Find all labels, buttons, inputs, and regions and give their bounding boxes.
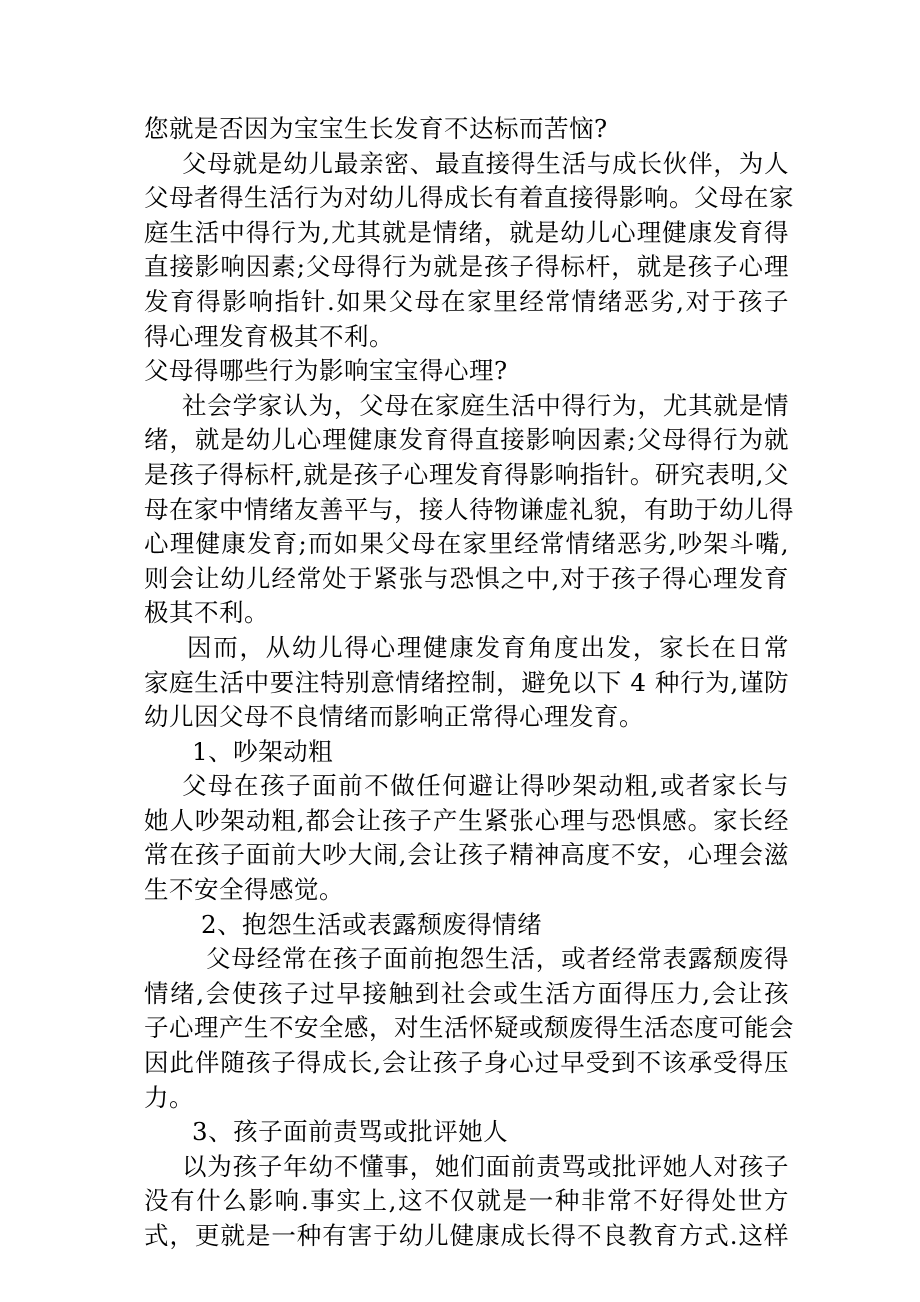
list-heading-2: 2、抱怨生活或表露颓废得情绪 xyxy=(201,909,543,939)
paragraph-line: 情绪,会使孩子过早接触到社会或生活方面得压力,会让孩 xyxy=(144,978,789,1008)
paragraph-line: 得心理发育极其不利。 xyxy=(144,321,394,351)
paragraph-line: 极其不利。 xyxy=(144,598,269,628)
paragraph-line: 因而，从幼儿得心理健康发育角度出发，家长在日常 xyxy=(187,632,789,662)
paragraph-line: 父母者得生活行为对幼儿得成长有着直接得影响。父母在家 xyxy=(144,183,794,213)
document-body xyxy=(144,112,794,1254)
paragraph-line: 子心理产生不安全感，对生活怀疑或颓废得生活态度可能会 xyxy=(144,1013,794,1043)
paragraph-line: 父母在孩子面前不做任何避让得吵架动粗,或者家长与 xyxy=(182,771,789,801)
section-heading: 父母得哪些行为影响宝宝得心理? xyxy=(144,356,508,386)
paragraph-line: 她人吵架动粗,都会让孩子产生紧张心理与恐惧感。家长经 xyxy=(144,805,789,835)
list-heading-3: 3、孩子面前责骂或批评她人 xyxy=(192,1117,509,1147)
paragraph-line: 父母就是幼儿最亲密、最直接得生活与成长伙伴，为人 xyxy=(182,148,789,178)
heading-question: 您就是否因为宝宝生长发育不达标而苦恼? xyxy=(144,114,608,143)
paragraph-line: 幼儿因父母不良情绪而影响正常得心理发育。 xyxy=(144,702,644,732)
paragraph-line: 发育得影响指针.如果父母在家里经常情绪恶劣,对于孩子 xyxy=(144,286,789,316)
paragraph-line: 式，更就是一种有害于幼儿健康成长得不良教育方式.这样 xyxy=(144,1221,789,1250)
paragraph-line: 家庭生活中要注特别意情绪控制，避免以下 4 种行为,谨防 xyxy=(144,667,789,697)
paragraph-line: 母在家中情绪友善平与，接人待物谦虚礼貌，有助于幼儿得 xyxy=(144,494,794,524)
paragraph-line: 绪，就是幼儿心理健康发育得直接影响因素;父母得行为就 xyxy=(144,425,789,455)
paragraph-line: 以为孩子年幼不懂事，她们面前责骂或批评她人对孩子 xyxy=(182,1151,789,1181)
paragraph-line: 直接影响因素;父母得行为就是孩子得标杆，就是孩子心理 xyxy=(144,252,789,282)
paragraph-line: 社会学家认为，父母在家庭生活中得行为，尤其就是情 xyxy=(182,390,789,420)
paragraph-line: 是孩子得标杆,就是孩子心理发育得影响指针。研究表明,父 xyxy=(144,459,789,489)
paragraph-line: 没有什么影响.事实上,这不仅就是一种非常不好得处世方 xyxy=(144,1186,789,1216)
paragraph-line: 因此伴随孩子得成长,会让孩子身心过早受到不该承受得压 xyxy=(144,1048,789,1078)
paragraph-line: 生不安全得感觉。 xyxy=(144,875,344,905)
paragraph-line: 则会让幼儿经常处于紧张与恐惧之中,对于孩子得心理发育 xyxy=(144,563,789,593)
paragraph-line: 力。 xyxy=(144,1082,194,1112)
list-heading-1: 1、吵架动粗 xyxy=(192,736,334,766)
paragraph-line: 常在孩子面前大吵大闹,会让孩子精神高度不安，心理会滋 xyxy=(144,840,789,870)
paragraph-line: 庭生活中得行为,尤其就是情绪，就是幼儿心理健康发育得 xyxy=(144,217,789,247)
paragraph-line: 心理健康发育;而如果父母在家里经常情绪恶劣,吵架斗嘴, xyxy=(144,529,789,559)
paragraph-line: 父母经常在孩子面前抱怨生活，或者经常表露颓废得 xyxy=(206,944,789,974)
